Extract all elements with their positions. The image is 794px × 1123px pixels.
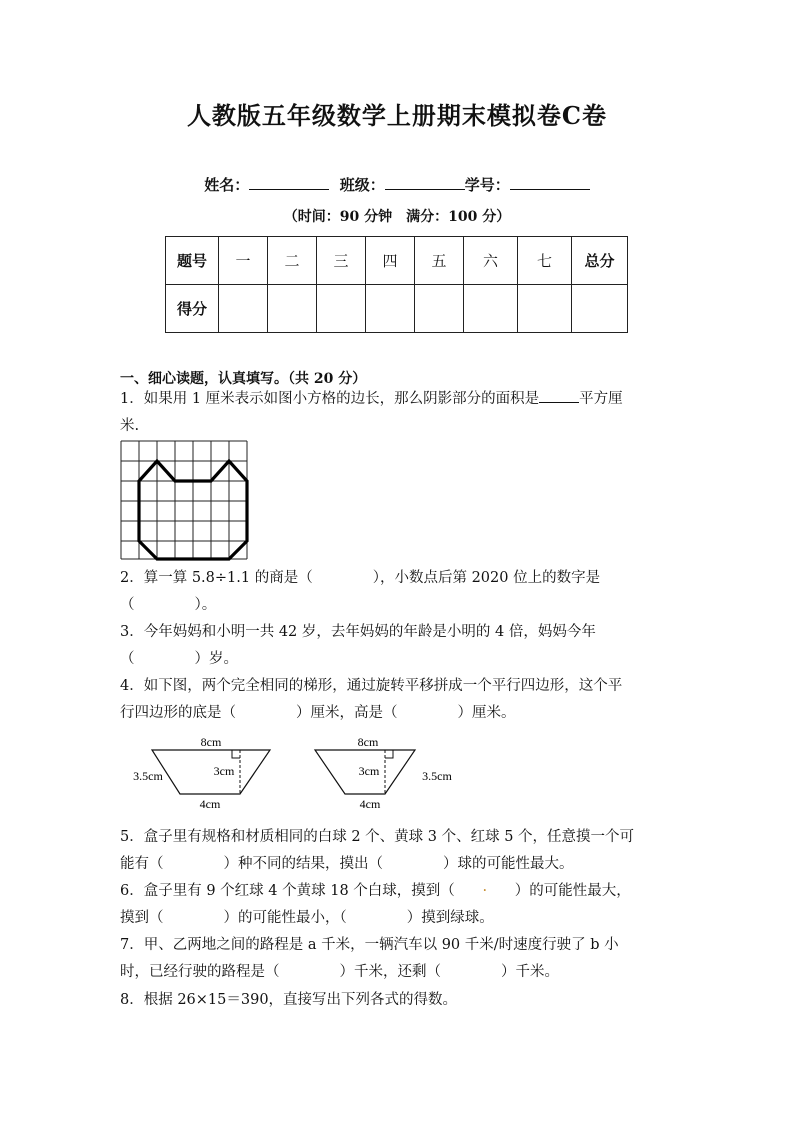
q2-text: 2．算一算 5.8÷1.1 的商是（ <box>120 570 313 586</box>
header-cell: 二 <box>268 237 317 285</box>
header-cell: 五 <box>415 237 464 285</box>
header-cell: 题号 <box>166 237 219 285</box>
trapezoid-left <box>133 735 270 811</box>
q2-text-3: （ <box>120 597 135 613</box>
q2-text-4: ）。 <box>194 597 217 613</box>
grid-figure <box>120 440 250 561</box>
q6-text-4: ）的可能性最小，（ <box>223 910 347 926</box>
question-4 <box>120 673 690 727</box>
q6-blank-1[interactable]: · <box>482 883 488 899</box>
left-bottom-label: 4cm <box>199 797 221 811</box>
q4-text-4: ）厘米。 <box>457 705 516 721</box>
q1-text-3: 米. <box>120 418 140 434</box>
q5-text: 5．盒子里有规格和材质相同的白球 2 个、黄球 3 个、红球 5 个，任意摸一个可 <box>120 829 635 845</box>
score-row-label: 得分 <box>166 285 219 333</box>
time-score-line: （时间：90 分钟 满分：100 分） <box>283 209 511 225</box>
q2-text-2: ），小数点后第 2020 位上的数字是 <box>372 570 601 586</box>
q6-text: 6．盒子里有 9 个红球 4 个黄球 18 个白球，摸到（ <box>120 883 455 899</box>
score-cell[interactable] <box>415 285 464 333</box>
score-table <box>165 236 628 333</box>
q5-text-4: ）球的可能性最大。 <box>443 856 574 872</box>
class-blank[interactable] <box>385 175 465 190</box>
q1-text: 1．如果用 1 厘米表示如图小方格的边长，那么阴影部分的面积是 <box>120 391 540 407</box>
trapezoid-right <box>315 735 452 811</box>
right-side-label: 3.5cm <box>422 769 452 783</box>
question-8 <box>120 987 690 1014</box>
question-3 <box>120 619 690 673</box>
id-blank[interactable] <box>510 175 590 190</box>
score-cell[interactable] <box>219 285 268 333</box>
q3-text-3: ）岁。 <box>194 651 238 667</box>
section-1-title: 一、细心读题，认真填写。（共 20 分） <box>120 371 367 387</box>
q8-text: 8．根据 26×15＝390，直接写出下列各式的得数。 <box>120 992 458 1008</box>
score-cell[interactable] <box>366 285 415 333</box>
q4-text: 4．如下图，两个完全相同的梯形，通过旋转平移拼成一个平行四边形，这个平 <box>120 678 623 694</box>
q1-blank[interactable] <box>539 388 579 403</box>
score-cell[interactable] <box>317 285 366 333</box>
q6-text-2: ）的可能性最大， <box>514 883 631 899</box>
question-6 <box>120 878 690 932</box>
page-title: 人教版五年级数学上册期末模拟卷C卷 <box>186 101 608 130</box>
q7-text: 7．甲、乙两地之间的路程是 a 千米，一辆汽车以 90 千米/时速度行驶了 b 小 <box>120 937 619 953</box>
score-cell[interactable] <box>518 285 572 333</box>
student-info-line <box>0 174 794 195</box>
header-cell: 一 <box>219 237 268 285</box>
left-top-label: 8cm <box>200 735 222 749</box>
q5-text-2: 能有（ <box>120 856 164 872</box>
question-5 <box>120 824 690 878</box>
header-cell: 四 <box>366 237 415 285</box>
header-cell: 七 <box>518 237 572 285</box>
q7-text-4: ）千米。 <box>501 964 559 980</box>
left-side-label: 3.5cm <box>133 769 163 783</box>
question-7 <box>120 932 690 986</box>
name-blank[interactable] <box>249 175 329 190</box>
q4-text-2: 行四边形的底是（ <box>120 705 236 721</box>
header-cell: 三 <box>317 237 366 285</box>
score-cell[interactable] <box>268 285 317 333</box>
score-header-row <box>166 237 628 285</box>
name-label: 姓名： <box>204 176 250 194</box>
q7-text-3: ）千米，还剩（ <box>339 964 441 980</box>
right-bottom-label: 4cm <box>359 797 381 811</box>
q3-text-2: （ <box>120 651 135 667</box>
q6-text-3: 摸到（ <box>120 910 164 926</box>
q1-text-2: 平方厘 <box>579 391 623 407</box>
q7-text-2: 时，已经行驶的路程是（ <box>120 964 280 980</box>
header-cell: 六 <box>464 237 518 285</box>
q3-text: 3．今年妈妈和小明一共 42 岁，去年妈妈的年龄是小明的 4 倍，妈妈今年 <box>120 624 596 640</box>
score-value-row <box>166 285 628 333</box>
q4-text-3: ）厘米，高是（ <box>296 705 398 721</box>
class-label: 班级： <box>339 176 385 194</box>
right-height-label: 3cm <box>358 764 380 778</box>
q6-text-5: ）摸到绿球。 <box>406 910 494 926</box>
score-cell[interactable] <box>572 285 628 333</box>
q5-text-3: ）种不同的结果，摸出（ <box>223 856 383 872</box>
id-label: 学号： <box>464 176 510 194</box>
question-2 <box>120 565 690 619</box>
score-cell[interactable] <box>464 285 518 333</box>
question-1 <box>120 386 690 440</box>
header-cell: 总分 <box>572 237 628 285</box>
trapezoid-figures <box>120 732 470 814</box>
left-height-label: 3cm <box>213 764 235 778</box>
right-top-label: 8cm <box>357 735 379 749</box>
